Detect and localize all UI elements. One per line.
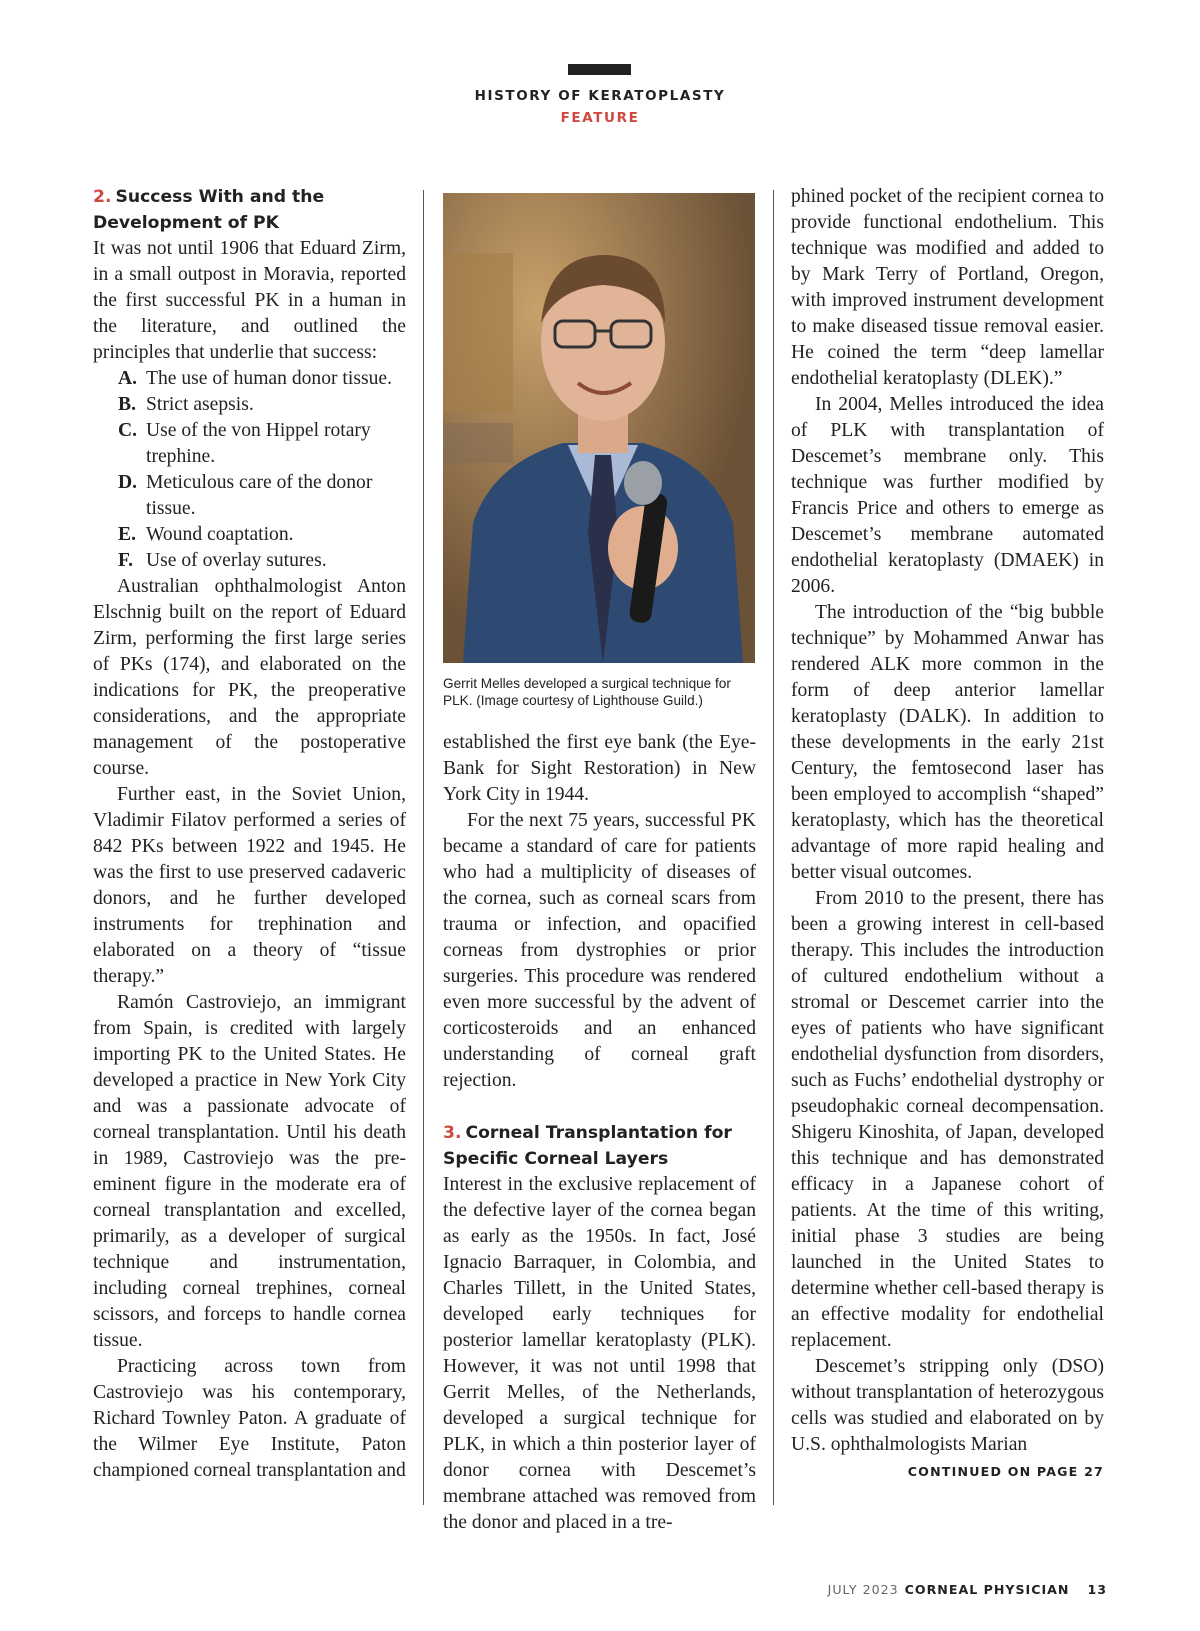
list-item: [118, 522, 406, 548]
column-rule-left: [423, 190, 424, 1505]
paragraph: For the next 75 years, successful PK became a standard of care for patients who had a multiplicity of diseases of the cornea, such as corneal scars from trauma or infection, and opacified corneas from dystrophies or prior surgeries. This procedure was rendered even more successful by the advent of corticosteroids and an enhanced understanding of corneal graft rejection.: [443, 810, 756, 1091]
paragraph: It was not until 1906 that Eduard Zirm, in a small outpost in Moravia, reported the first successful PK in a human in the literature, and outlined the principles that underlie that success:: [93, 238, 406, 363]
list-text: Use of the von Hippel rotary trephine.: [146, 420, 371, 467]
list-text: Use of overlay sutures.: [146, 550, 327, 571]
list-text: Strict asepsis.: [146, 394, 254, 415]
magazine-name: CORNEAL PHYSICIAN: [904, 1582, 1070, 1597]
section-number: 3.: [443, 1123, 462, 1143]
paragraph: In 2004, Melles introduced the idea of PLK with transplantation of Descemet’s membrane only. This technique was further modified by Francis Price and others to emerge as Descemet’s membrane automated endothelial keratoplasty (DMAEK) in 2006.: [791, 394, 1104, 597]
section-2-heading: [93, 184, 406, 236]
list-item: [118, 418, 406, 470]
photo-caption: Gerrit Melles developed a surgical technique for PLK. (Image courtesy of Lighthouse Guild.): [443, 676, 731, 708]
list-letter: B.: [118, 394, 136, 415]
section-3-heading: [443, 1120, 756, 1172]
list-letter: C.: [118, 420, 138, 441]
column-3: [791, 184, 1104, 1482]
continued-note: CONTINUED ON PAGE 27: [907, 1464, 1104, 1479]
list-item: [118, 392, 406, 418]
paragraph: Practicing across town from Castroviejo was his contemporary, Richard Townley Paton. A graduate of the Wilmer Eye Institute, Paton championed corneal transplantation and: [93, 1356, 406, 1481]
section-label: FEATURE: [560, 110, 640, 126]
list-text: The use of human donor tissue.: [146, 368, 392, 389]
list-letter: E.: [118, 524, 136, 545]
section-title: Success With and the Development of PK: [93, 187, 325, 233]
column-rule-right: [773, 190, 774, 1505]
list-text: Wound coaptation.: [146, 524, 294, 545]
list-item: [118, 548, 406, 574]
list-text: Meticulous care of the donor tissue.: [146, 472, 373, 519]
paragraph: Further east, in the Soviet Union, Vladimir Filatov performed a series of 842 PKs between 1922 and 1945. He was the first to use preserved cadaveric donors, and he further developed instruments for trephination and elaborated on a theory of “tissue therapy.”: [93, 784, 406, 987]
issue-date: JULY 2023: [827, 1582, 899, 1597]
principles-list: [93, 366, 406, 574]
column-2: [443, 730, 756, 1536]
running-header: HISTORY OF KERATOPLASTY: [474, 88, 726, 104]
column-1: [93, 184, 406, 1484]
list-letter: D.: [118, 472, 138, 493]
list-letter: F.: [118, 550, 134, 571]
paragraph: phined pocket of the recipient cornea to provide functional endothelium. This technique was modified and added to by Mark Terry of Portland, Oregon, with improved instrument development to make diseased tissue removal easier. He coined the term “deep lamellar endothelial keratoplasty (DLEK).”: [791, 186, 1104, 389]
paragraph: Descemet’s stripping only (DSO) without transplantation of heterozygous cells was studied and elaborated on by U.S. ophthalmologists Marian: [791, 1356, 1104, 1455]
paragraph: Interest in the exclusive replacement of the defective layer of the cornea began as early as the 1950s. In fact, José Ignacio Barraquer, in Colombia, and Charles Tillett, in the United States, developed early techniques for posterior lamellar keratoplasty (PLK). However, it was not until 1998 that Gerrit Melles, of the Netherlands, developed a surgical technique for PLK, in which a thin posterior layer of donor cornea with Descemet’s membrane attached was removed from the donor and placed in a tre-: [443, 1174, 756, 1533]
section-number: 2.: [93, 187, 112, 207]
page-footer: [828, 1582, 1107, 1597]
list-item: [118, 470, 406, 522]
portrait-illustration: [443, 193, 755, 663]
header-bar: [568, 64, 631, 75]
paragraph: established the first eye bank (the Eye-Bank for Sight Restoration) in New York City in 1944.: [443, 732, 756, 805]
paragraph: Ramón Castroviejo, an immigrant from Spain, is credited with largely importing PK to the United States. He developed a practice in New York City and was a passionate advocate of corneal transplantation. Until his death in 1989, Castroviejo was the pre-eminent figure in the moderate era of corneal transplantation and excelled, primarily, as a developer of surgical technique and instrumentation, including corneal trephines, corneal scissors, and forceps to handle cornea tissue.: [93, 992, 406, 1351]
paragraph: From 2010 to the present, there has been a growing interest in cell-based therapy. This includes the introduction of cultured endothelium without a stromal or Descemet carrier into the eyes of patients who have significant endothelial dysfunction from disorders, such as Fuchs’ endothelial dystrophy or pseudophakic corneal decompensation. Shigeru Kinoshita, of Japan, developed this technique and has demonstrated efficacy in a Japanese cohort of patients. At the time of this writing, initial phase 3 studies are being launched in the United States to determine whether cell-based therapy is an effective modality for endothelial replacement.: [791, 888, 1104, 1351]
list-item: [118, 366, 406, 392]
page-number: 13: [1087, 1582, 1107, 1597]
section-title: Corneal Transplantation for Specific Corneal Layers: [443, 1123, 732, 1169]
portrait-photo: [443, 193, 755, 663]
paragraph: The introduction of the “big bubble technique” by Mohammed Anwar has rendered ALK more common in the form of deep anterior lamellar keratoplasty (DALK). In addition to these developments in the early 21st Century, the femtosecond laser has been employed to accomplish “shaped” keratoplasty, which has the theoretical advantage of more rapid healing and better visual outcomes.: [791, 602, 1104, 883]
list-letter: A.: [118, 368, 138, 389]
paragraph: Australian ophthalmologist Anton Elschnig built on the report of Eduard Zirm, performing the first large series of PKs (174), and elaborated on the indications for PK, the preoperative considerations, and the appropriate management of the postoperative course.: [93, 576, 406, 779]
